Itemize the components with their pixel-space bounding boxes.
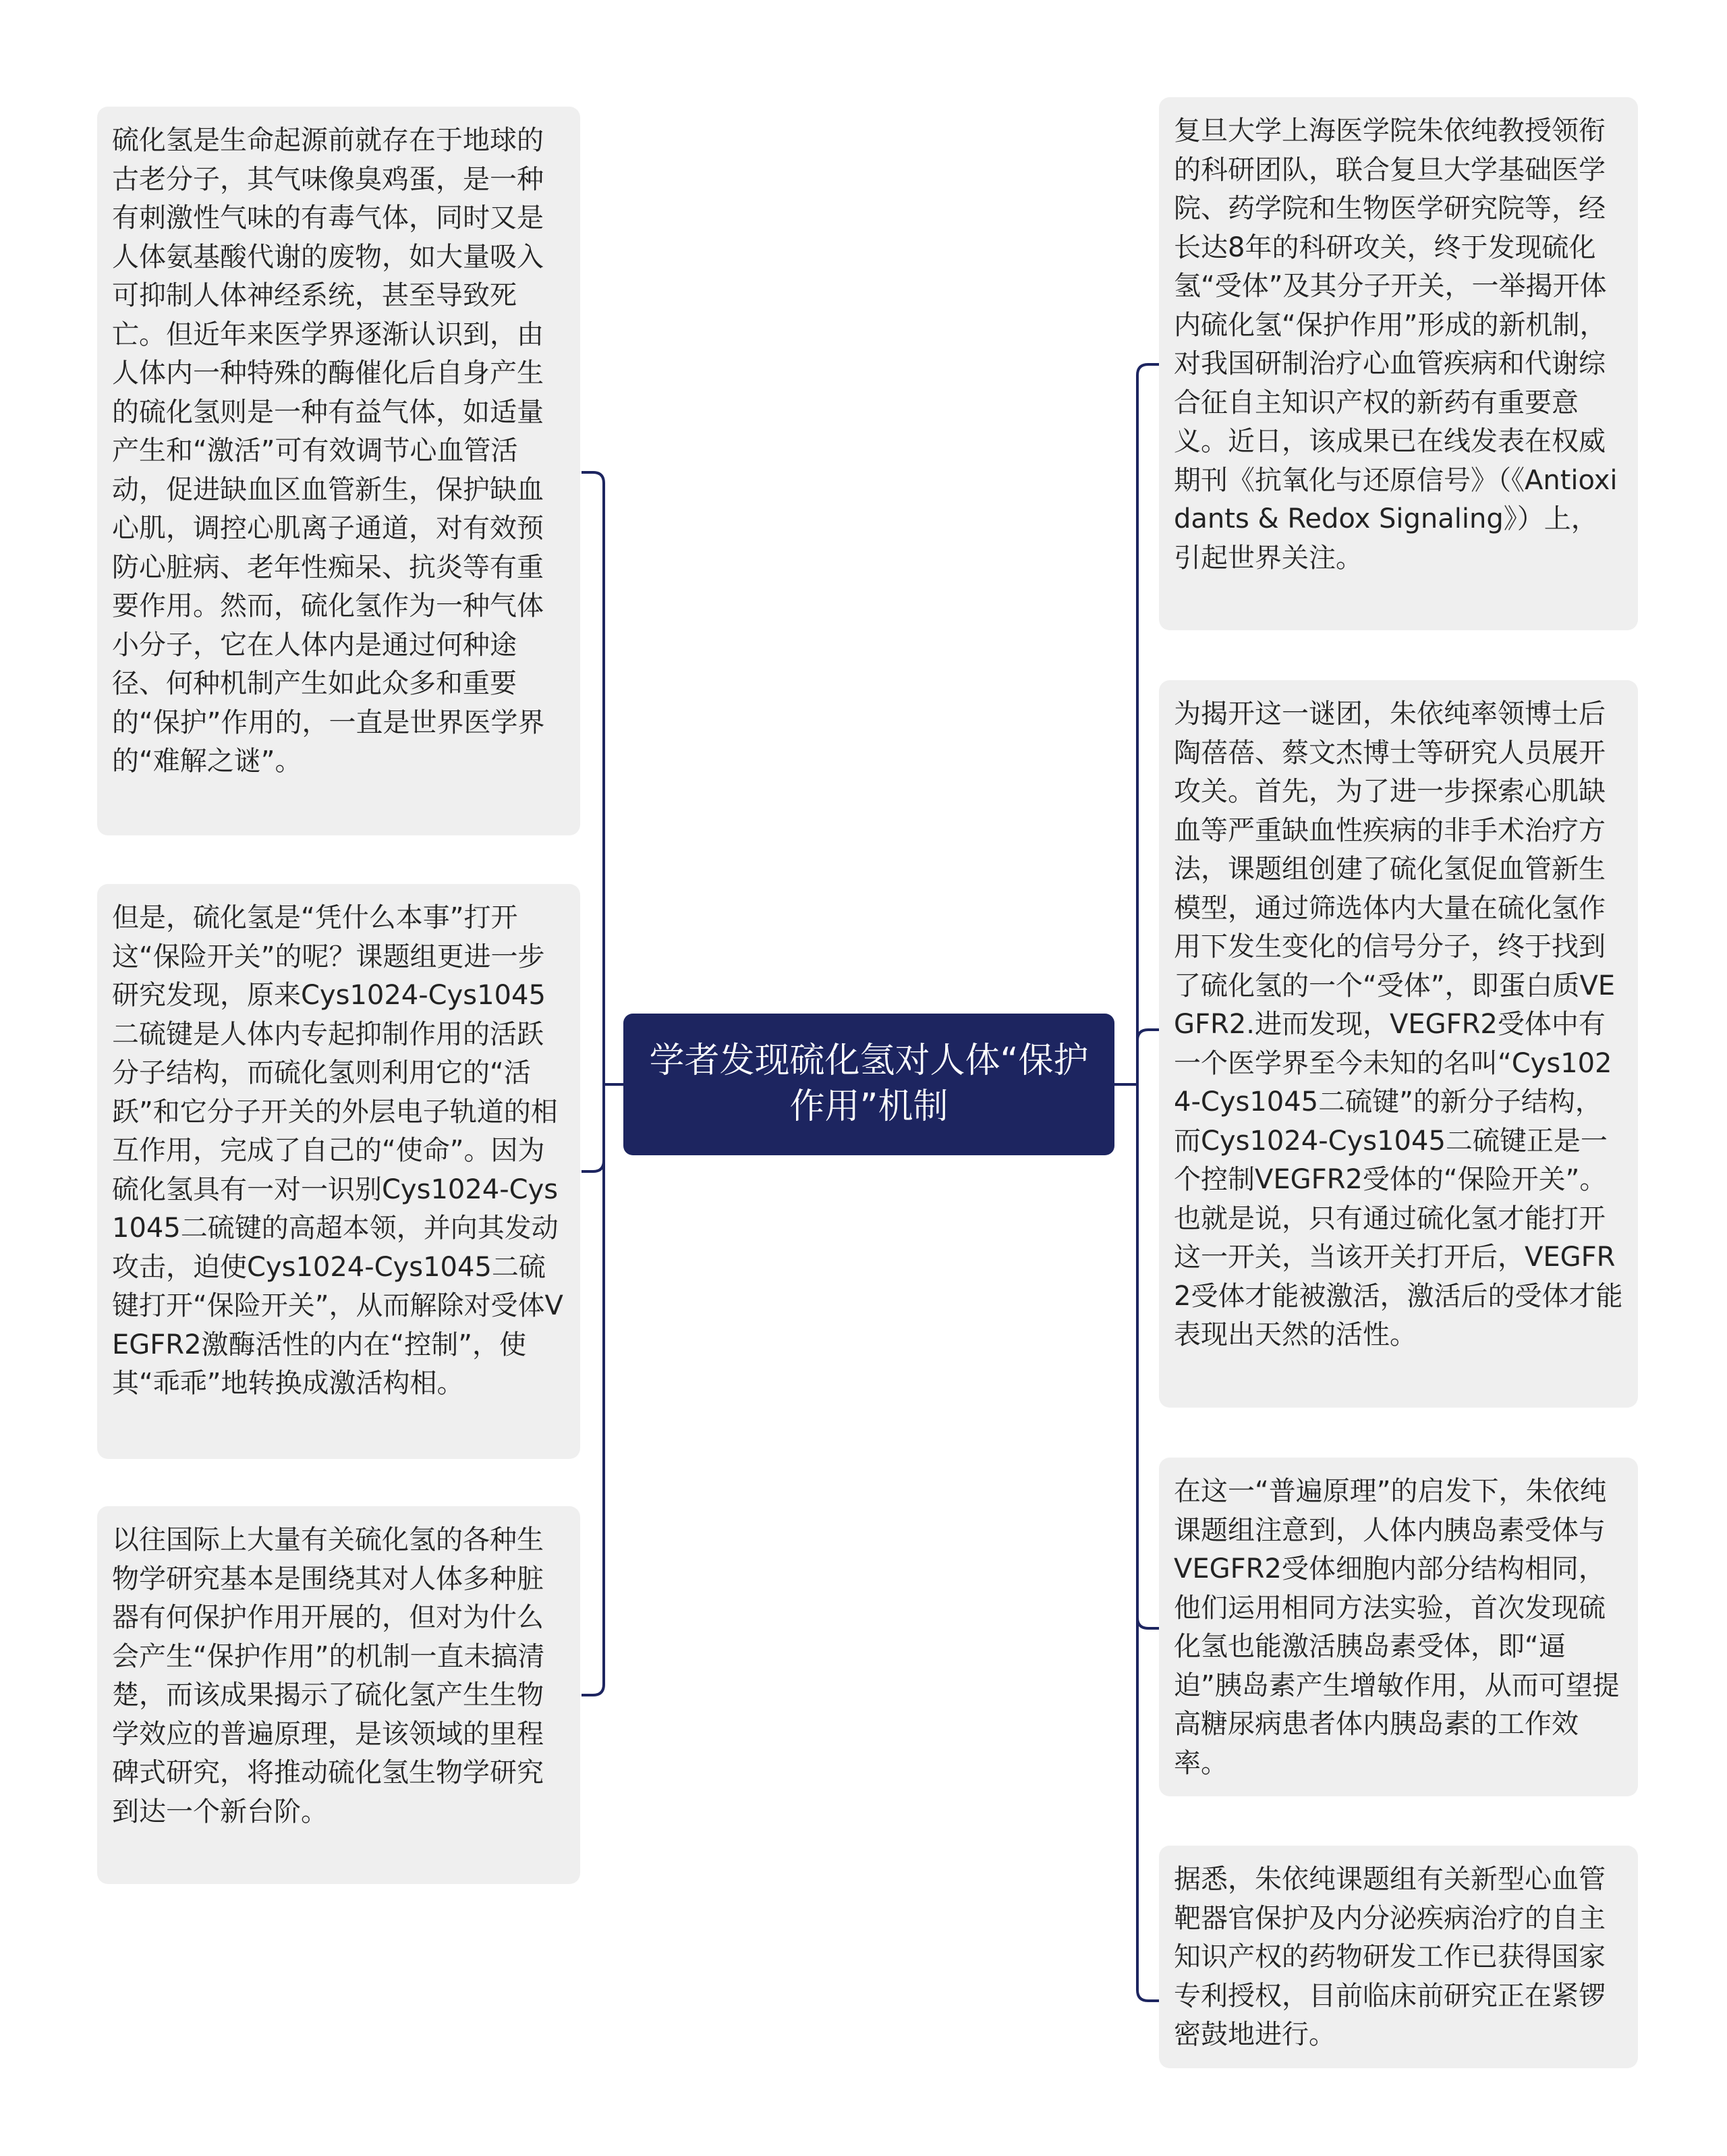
left-node-1-text: 硫化氢是生命起源前就存在于地球的古老分子，其气味像臭鸡蛋，是一种有刺激性气味的有毒气体，同时又是人体氨基酸代谢的废物，如大量吸入可抑制人体神经系统，甚至导致死亡。但近年来医学界逐渐认识到，由人体内一种特殊的酶催化后自身产生的硫化氢则是一种有益气体，如适量产生和“激活”可有效调节心血管活动，促进缺血区血管新生，保护缺血心肌，调控心肌离子通道，对有效预防心脏病、老年性痴呆、抗炎等有重要作用。然而，硫化氢作为一种气体小分子，它在人体内是通过何种途径、何种机制产生如此众多和重要的“保护”作用的，一直是世界医学界的“难解之谜”。 — [112, 125, 545, 777]
connector-right-2 — [1137, 1030, 1159, 1084]
connector-left-1 — [582, 472, 604, 1084]
right-node-3-text: 在这一“普遍原理”的启发下，朱依纯课题组注意到，人体内胰岛素受体与VEGFR2受体细胞内部分结构相同，他们运用相同方法实验，首次发现硫化氢也能激活胰岛素受体，即“逼迫”胰岛素产生增敏作用，从而可望提高糖尿病患者体内胰岛素的工作效率。 — [1174, 1476, 1620, 1779]
right-node-2[interactable] — [1159, 680, 1638, 1408]
connector-left-2 — [582, 1084, 604, 1171]
right-node-4-text: 据悉，朱依纯课题组有关新型心血管靶器官保护及内分泌疾病治疗的自主知识产权的药物研发工作已获得国家专利授权，目前临床前研究正在紧锣密鼓地进行。 — [1174, 1864, 1606, 2050]
left-node-1[interactable] — [97, 107, 580, 835]
connector-right-4 — [1137, 1084, 1159, 2001]
left-node-2[interactable] — [97, 884, 580, 1459]
connector-right-1 — [1137, 364, 1159, 1084]
right-node-1-text: 复旦大学上海医学院朱依纯教授领衔的科研团队，联合复旦大学基础医学院、药学院和生物医学研究院等，经长达8年的科研攻关，终于发现硫化氢“受体”及其分子开关，一举揭开体内硫化氢“保护作用”形成的新机制，对我国研制治疗心血管疾病和代谢综合征自主知识产权的新药有重要意义。近日，该成果已在线发表在权威期刊《抗氧化与还原信号》（《Antioxidants & Redox Signaling》）上，引起世界关注。 — [1174, 115, 1618, 574]
left-node-2-text: 但是，硫化氢是“凭什么本事”打开这“保险开关”的呢？课题组更进一步研究发现，原来Cys1024-Cys1045二硫键是人体内专起抑制作用的活跃分子结构，而硫化氢则利用它的“活跃”和它分子开关的外层电子轨道的相互作用，完成了自己的“使命”。因为硫化氢具有一对一识别Cys1024-Cys1045二硫键的高超本领，并向其发动攻击，迫使Cys1024-Cys1045二硫键打开“保险开关”，从而解除对受体VEGFR2激酶活性的内在“控制”，使其“乖乖”地转换成激活构相。 — [112, 902, 563, 1399]
right-node-4[interactable] — [1159, 1846, 1638, 2068]
left-node-3-text: 以往国际上大量有关硫化氢的各种生物学研究基本是围绕其对人体多种脏器有何保护作用开展的，但对为什么会产生“保护作用”的机制一直未搞清楚，而该成果揭示了硫化氢产生生物学效应的普遍原理，是该领域的里程碑式研究，将推动硫化氢生物学研究到达一个新台阶。 — [112, 1524, 545, 1827]
connector-right-3 — [1137, 1084, 1159, 1628]
right-node-3[interactable] — [1159, 1458, 1638, 1796]
left-node-3[interactable] — [97, 1506, 580, 1884]
right-node-2-text: 为揭开这一谜团，朱依纯率领博士后陶蓓蓓、蔡文杰博士等研究人员展开攻关。首先，为了进一步探索心肌缺血等严重缺血性疾病的非手术治疗方法，课题组创建了硫化氢促血管新生模型，通过筛选体内大量在硫化氢作用下发生变化的信号分子，终于找到了硫化氢的一个“受体”，即蛋白质VEGFR2.进而发现，VEGFR2受体中有一个医学界至今未知的名叫“Cys1024-Cys1045二硫键”的新分子结构，而Cys1024-Cys1045二硫键正是一个控制VEGFR2受体的“保险开关”。也就是说，只有通过硫化氢才能打开这一开关，当该开关打开后，VEGFR2受体才能被激活，激活后的受体才能表现出天然的活性。 — [1174, 698, 1623, 1350]
central-topic-title: 学者发现硫化氢对人体“保护作用”机制 — [649, 1041, 1089, 1127]
right-node-1[interactable] — [1159, 97, 1638, 630]
central-topic[interactable] — [623, 1014, 1114, 1155]
connector-left-3 — [582, 1084, 604, 1695]
